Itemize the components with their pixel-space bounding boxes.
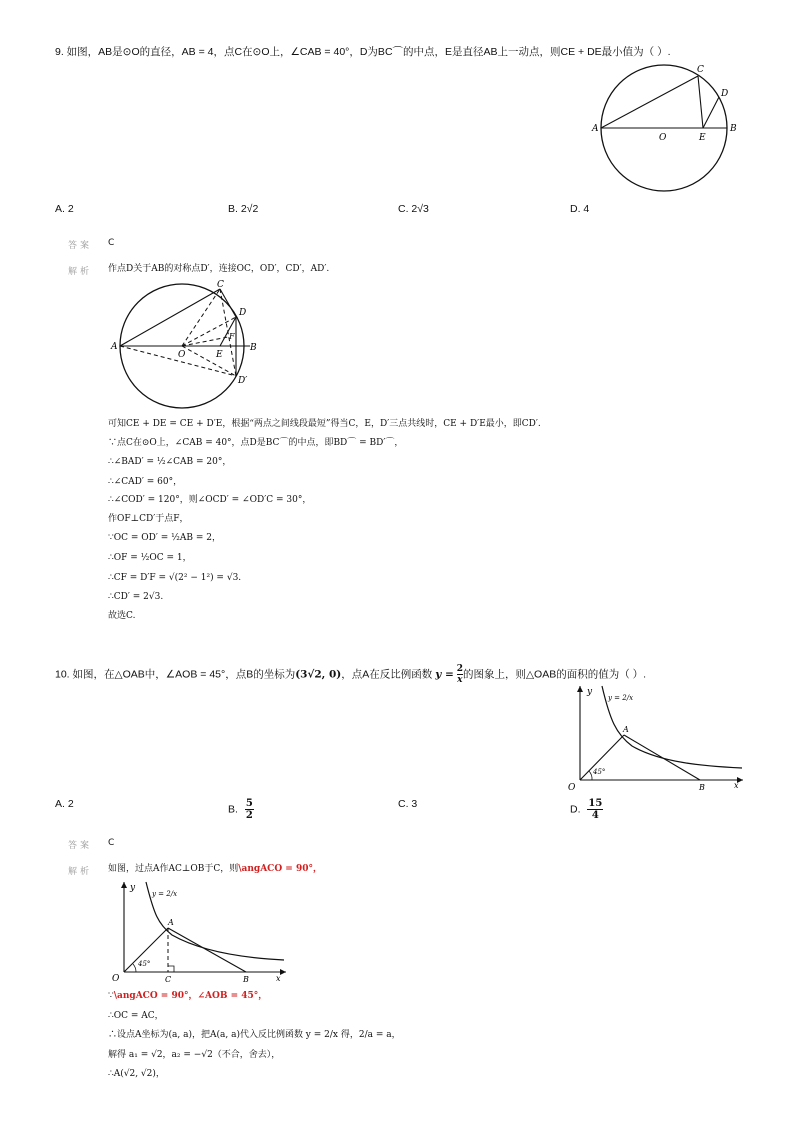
q9-answer-tag: 答案 xyxy=(68,241,93,251)
q10-sol-label-angle: 45° xyxy=(138,960,151,968)
q9-solution-line-5: ∴∠CAD′ = 60°， xyxy=(108,477,183,487)
q10-option-c[interactable]: C. 3 xyxy=(398,798,418,810)
q10-option-a[interactable]: A. 2 xyxy=(55,798,74,810)
q10-fig-label-b: B xyxy=(699,783,705,792)
q9-sol-label-dprime: D′ xyxy=(238,376,248,386)
q10-fig-label-func: y = 2/x xyxy=(608,694,634,702)
q9-fig-label-b: B xyxy=(730,124,737,134)
q10-question-figure xyxy=(560,680,745,792)
q9-stem: 9. 如图，AB是⊙O的直径，AB = 4，点C在⊙O上，∠CAB = 40°，D为BC⌒的中点，E是直径AB上一动点，则CE + DE最小值为（ ）. xyxy=(55,46,671,58)
q9-sol-label-a: A xyxy=(111,342,118,352)
q9-solution-line-12: 故选C. xyxy=(108,611,136,621)
q9-sol-label-e: E xyxy=(216,350,223,360)
q10-sol-label-c: C xyxy=(165,975,172,984)
q9-solution-figure xyxy=(108,277,268,412)
q9-option-a[interactable]: A. 2 xyxy=(55,203,74,215)
q10-sol-label-y: y xyxy=(130,883,136,893)
q10-sol-label-a: A xyxy=(168,918,174,927)
q10-solution-line-6: ∴A(√2, √2)， xyxy=(108,1069,165,1079)
q10-solution-figure xyxy=(106,878,291,986)
q9-sol-label-b: B xyxy=(250,343,257,353)
q10-option-d[interactable]: D. $\frac{15}{4}$ xyxy=(570,798,603,821)
q9-solution-line-8: ∵OC = OD′ = ½AB = 2， xyxy=(108,533,221,543)
q10-sol-label-o: O xyxy=(112,974,120,984)
q10-answer: C xyxy=(108,838,115,848)
q9-solution-line-2: 可知CE + DE = CE + D′E，根据“两点之间线段最短”得当C，E，D′三点共线时，CE + D′E最小，即CD′. xyxy=(108,419,541,429)
q10-answer-tag: 答案 xyxy=(68,841,93,851)
q9-sol-label-o: O xyxy=(178,350,186,360)
q9-solution-line-9: ∴OF = ½OC = 1， xyxy=(108,553,192,563)
q10-fig-label-angle: 45° xyxy=(593,768,606,776)
q10-sol-label-b: B xyxy=(243,975,249,984)
q10-fig-label-y: y xyxy=(587,687,593,697)
q9-sol-label-c: C xyxy=(217,280,224,290)
q10-solution-line-5: 解得 a₁ = √2，a₂ = −√2（不合，舍去）， xyxy=(108,1050,281,1060)
q9-fig-label-e: E xyxy=(699,133,706,143)
q9-question-figure xyxy=(588,60,748,195)
q9-fig-label-d: D xyxy=(721,89,729,99)
q9-option-b[interactable]: B. 2√2 xyxy=(228,203,259,215)
q9-sol-label-d: D xyxy=(239,308,247,318)
q10-solution-line-2: ∵\angACO = 90°，∠AOB = 45°， xyxy=(108,991,268,1001)
q10-fig-label-x: x xyxy=(734,781,739,790)
q10-solution-line-4: ∴设点A坐标为(a, a)，把A(a, a)代入反比例函数 y = 2/x 得，2/a = a， xyxy=(108,1030,401,1040)
q9-fig-label-c: C xyxy=(697,65,704,75)
q10-fig-label-o: O xyxy=(568,783,576,792)
q9-solution-line-1: 作点D关于AB的对称点D′，连接OC，OD′，CD′，AD′. xyxy=(108,264,330,274)
q9-solution-line-10: ∴CF = D′F = √(2² − 1²) = √3. xyxy=(108,573,242,583)
q10-sol-label-func: y = 2/x xyxy=(152,890,178,898)
q10-solution-line-3: ∴OC = AC， xyxy=(108,1011,164,1021)
q10-solution-line-1: 如图，过点A作AC⊥OB于C，则\angACO = 90°， xyxy=(108,864,323,874)
q10-option-b[interactable]: B. $\frac{5}{2}$ xyxy=(228,798,253,821)
q10-sol-label-x: x xyxy=(276,974,281,983)
q9-answer: C xyxy=(108,238,115,248)
q9-fig-label-a: A xyxy=(592,124,599,134)
q9-fig-label-o: O xyxy=(659,133,667,143)
q9-solution-line-6: ∴∠COD′ = 120°，则∠OCD′ = ∠OD′C = 30°， xyxy=(108,495,312,505)
q9-option-c[interactable]: C. 2√3 xyxy=(398,203,429,215)
q9-analysis-tag: 解析 xyxy=(68,267,93,277)
q10-stem: 10. 如图，在△OAB中，∠AOB = 45°，点B的坐标为(3√2, 0)，点A在反比例函数 y = $\frac{2}{x}$ 的图象上，则△OAB的面积的值为（ ）. xyxy=(55,664,647,685)
q10-fig-label-a: A xyxy=(623,725,629,734)
q9-solution-line-11: ∴CD′ = 2√3. xyxy=(108,592,164,602)
q9-option-d[interactable]: D. 4 xyxy=(570,203,590,215)
q10-analysis-tag: 解析 xyxy=(68,867,93,877)
q9-solution-line-7: 作OF⊥CD′于点F， xyxy=(108,514,189,524)
q9-solution-line-3: ∵点C在⊙O上，∠CAB = 40°，点D是BC⌒的中点，即BD⌒ = BD′⌒， xyxy=(108,438,404,448)
q9-sol-label-f: F xyxy=(229,332,235,341)
q9-solution-line-4: ∴∠BAD′ = ½∠CAB = 20°， xyxy=(108,457,232,467)
